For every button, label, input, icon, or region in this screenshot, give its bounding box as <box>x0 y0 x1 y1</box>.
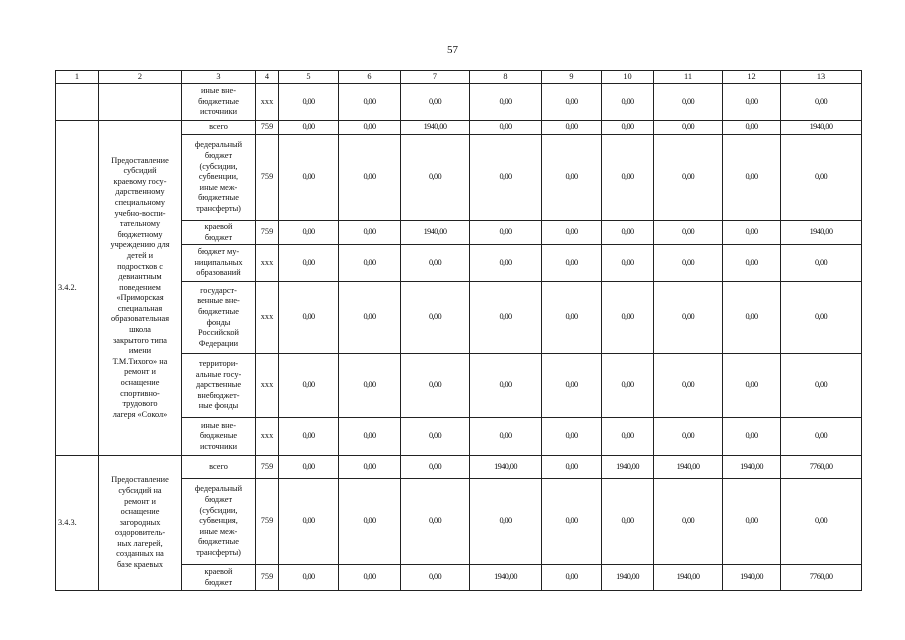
funding-source: краевой бюджет <box>182 565 256 591</box>
value-cell: 1940,00 <box>401 221 470 245</box>
value-cell: 0,00 <box>279 135 339 221</box>
value-cell: 0,00 <box>723 245 781 282</box>
value-cell: 1940,00 <box>781 221 862 245</box>
value-cell: 0,00 <box>602 121 654 135</box>
value-cell: 0,00 <box>279 245 339 282</box>
value-cell: 0,00 <box>542 245 602 282</box>
funding-source: федеральный бюджет (субсидии, субвенции, иные меж- бюджетные трансферты) <box>182 135 256 221</box>
value-cell: 0,00 <box>279 282 339 354</box>
value-cell: 0,00 <box>470 282 542 354</box>
column-header: 13 <box>781 71 862 84</box>
value-cell: 0,00 <box>781 282 862 354</box>
indicator-code: ххх <box>256 84 279 121</box>
value-cell: 0,00 <box>339 245 401 282</box>
value-cell: 0,00 <box>470 221 542 245</box>
value-cell: 7760,00 <box>781 565 862 591</box>
value-cell: 0,00 <box>401 456 470 479</box>
column-header: 12 <box>723 71 781 84</box>
value-cell: 0,00 <box>339 354 401 418</box>
value-cell: 0,00 <box>781 479 862 565</box>
value-cell: 0,00 <box>654 245 723 282</box>
value-cell: 0,00 <box>542 221 602 245</box>
value-cell: 0,00 <box>279 479 339 565</box>
value-cell: 0,00 <box>339 121 401 135</box>
value-cell: 0,00 <box>723 282 781 354</box>
value-cell: 0,00 <box>654 418 723 456</box>
value-cell: 0,00 <box>602 221 654 245</box>
indicator-code: ххх <box>256 354 279 418</box>
value-cell: 0,00 <box>279 456 339 479</box>
value-cell: 0,00 <box>542 282 602 354</box>
value-cell: 0,00 <box>339 418 401 456</box>
value-cell: 1940,00 <box>470 456 542 479</box>
column-header: 6 <box>339 71 401 84</box>
value-cell: 0,00 <box>279 84 339 121</box>
value-cell: 0,00 <box>401 245 470 282</box>
value-cell: 0,00 <box>654 354 723 418</box>
value-cell: 0,00 <box>723 354 781 418</box>
value-cell: 0,00 <box>654 135 723 221</box>
value-cell: 0,00 <box>602 479 654 565</box>
value-cell: 0,00 <box>401 282 470 354</box>
value-cell: 0,00 <box>339 456 401 479</box>
value-cell: 1940,00 <box>723 456 781 479</box>
funding-source: территори- альные госу- дарственные внебюджет- ные фонды <box>182 354 256 418</box>
value-cell: 0,00 <box>542 84 602 121</box>
value-cell: 0,00 <box>654 282 723 354</box>
value-cell: 7760,00 <box>781 456 862 479</box>
value-cell: 0,00 <box>602 418 654 456</box>
value-cell: 0,00 <box>542 121 602 135</box>
value-cell: 0,00 <box>654 221 723 245</box>
value-cell: 1940,00 <box>723 565 781 591</box>
value-cell: 0,00 <box>339 565 401 591</box>
funding-source: государст- венные вне- бюджетные фонды Российской Федерации <box>182 282 256 354</box>
value-cell: 0,00 <box>339 84 401 121</box>
value-cell: 1940,00 <box>602 565 654 591</box>
value-cell: 1940,00 <box>602 456 654 479</box>
value-cell: 0,00 <box>781 245 862 282</box>
value-cell: 0,00 <box>401 418 470 456</box>
header-row <box>56 71 862 84</box>
value-cell: 0,00 <box>339 221 401 245</box>
funding-source: иные вне- бюджетные источники <box>182 84 256 121</box>
item-name: Предоставление субсидий на ремонт и оснащение загородных оздоровитель- ных лагерей, созданных на базе краевых <box>99 456 182 591</box>
item-name: Предоставление субсидий краевому госу- дарственному специальному учебно-воспи- тательному бюджетному учреждению для детей и подростков с девиантным поведением «Приморская специальная образовательная школа закрытого типа имени Т.М.Тихого» на ремонт и оснащение спортивно- трудового лагеря «Сокол» <box>99 121 182 456</box>
value-cell: 0,00 <box>781 135 862 221</box>
table-row <box>56 121 862 135</box>
indicator-code: ххх <box>256 245 279 282</box>
column-header: 3 <box>182 71 256 84</box>
value-cell: 1940,00 <box>654 456 723 479</box>
value-cell: 0,00 <box>470 245 542 282</box>
funding-source: всего <box>182 121 256 135</box>
indicator-code: ххх <box>256 282 279 354</box>
value-cell: 0,00 <box>470 354 542 418</box>
table-row <box>56 456 862 479</box>
value-cell: 0,00 <box>654 84 723 121</box>
indicator-code: 759 <box>256 221 279 245</box>
value-cell: 0,00 <box>602 84 654 121</box>
column-header: 9 <box>542 71 602 84</box>
page-number: 57 <box>447 44 458 56</box>
value-cell: 0,00 <box>602 135 654 221</box>
value-cell: 0,00 <box>602 245 654 282</box>
column-header: 1 <box>56 71 99 84</box>
item-code: 3.4.2. <box>56 121 99 456</box>
funding-source: всего <box>182 456 256 479</box>
item-code: 3.4.3. <box>56 456 99 591</box>
indicator-code: 759 <box>256 121 279 135</box>
value-cell: 0,00 <box>401 84 470 121</box>
value-cell: 0,00 <box>470 479 542 565</box>
value-cell: 0,00 <box>542 418 602 456</box>
value-cell: 0,00 <box>723 121 781 135</box>
funding-source: краевой бюджет <box>182 221 256 245</box>
value-cell: 0,00 <box>781 354 862 418</box>
column-header: 8 <box>470 71 542 84</box>
value-cell: 0,00 <box>470 121 542 135</box>
value-cell: 0,00 <box>723 84 781 121</box>
value-cell: 0,00 <box>542 479 602 565</box>
indicator-code: 759 <box>256 565 279 591</box>
value-cell: 0,00 <box>401 135 470 221</box>
funding-source: иные вне- бюдженые источники <box>182 418 256 456</box>
value-cell: 0,00 <box>279 354 339 418</box>
value-cell: 0,00 <box>723 221 781 245</box>
value-cell: 0,00 <box>470 84 542 121</box>
value-cell: 0,00 <box>542 456 602 479</box>
value-cell: 0,00 <box>723 479 781 565</box>
indicator-code: ххх <box>256 418 279 456</box>
value-cell: 0,00 <box>279 221 339 245</box>
value-cell: 0,00 <box>781 84 862 121</box>
funding-source: федеральный бюджет (субсидии, субвенция, иные меж- бюджетные трансферты) <box>182 479 256 565</box>
value-cell: 0,00 <box>339 479 401 565</box>
item-code <box>56 84 99 121</box>
value-cell: 0,00 <box>470 418 542 456</box>
column-header: 11 <box>654 71 723 84</box>
value-cell: 0,00 <box>401 479 470 565</box>
value-cell: 1940,00 <box>470 565 542 591</box>
column-header: 4 <box>256 71 279 84</box>
column-header: 5 <box>279 71 339 84</box>
value-cell: 1940,00 <box>781 121 862 135</box>
value-cell: 0,00 <box>723 418 781 456</box>
item-name <box>99 84 182 121</box>
table-row <box>56 84 862 121</box>
column-header: 7 <box>401 71 470 84</box>
value-cell: 0,00 <box>279 121 339 135</box>
value-cell: 0,00 <box>542 354 602 418</box>
value-cell: 0,00 <box>339 135 401 221</box>
value-cell: 0,00 <box>602 282 654 354</box>
value-cell: 1940,00 <box>654 565 723 591</box>
value-cell: 0,00 <box>542 135 602 221</box>
value-cell: 0,00 <box>781 418 862 456</box>
value-cell: 0,00 <box>401 354 470 418</box>
indicator-code: 759 <box>256 135 279 221</box>
value-cell: 0,00 <box>654 479 723 565</box>
value-cell: 0,00 <box>470 135 542 221</box>
value-cell: 0,00 <box>654 121 723 135</box>
indicator-code: 759 <box>256 456 279 479</box>
budget-table <box>55 70 862 591</box>
value-cell: 0,00 <box>401 565 470 591</box>
value-cell: 0,00 <box>602 354 654 418</box>
value-cell: 0,00 <box>542 565 602 591</box>
funding-source: бюджет му- ниципальных образований <box>182 245 256 282</box>
value-cell: 0,00 <box>723 135 781 221</box>
indicator-code: 759 <box>256 479 279 565</box>
value-cell: 1940,00 <box>401 121 470 135</box>
column-header: 10 <box>602 71 654 84</box>
column-header: 2 <box>99 71 182 84</box>
value-cell: 0,00 <box>279 418 339 456</box>
value-cell: 0,00 <box>279 565 339 591</box>
value-cell: 0,00 <box>339 282 401 354</box>
